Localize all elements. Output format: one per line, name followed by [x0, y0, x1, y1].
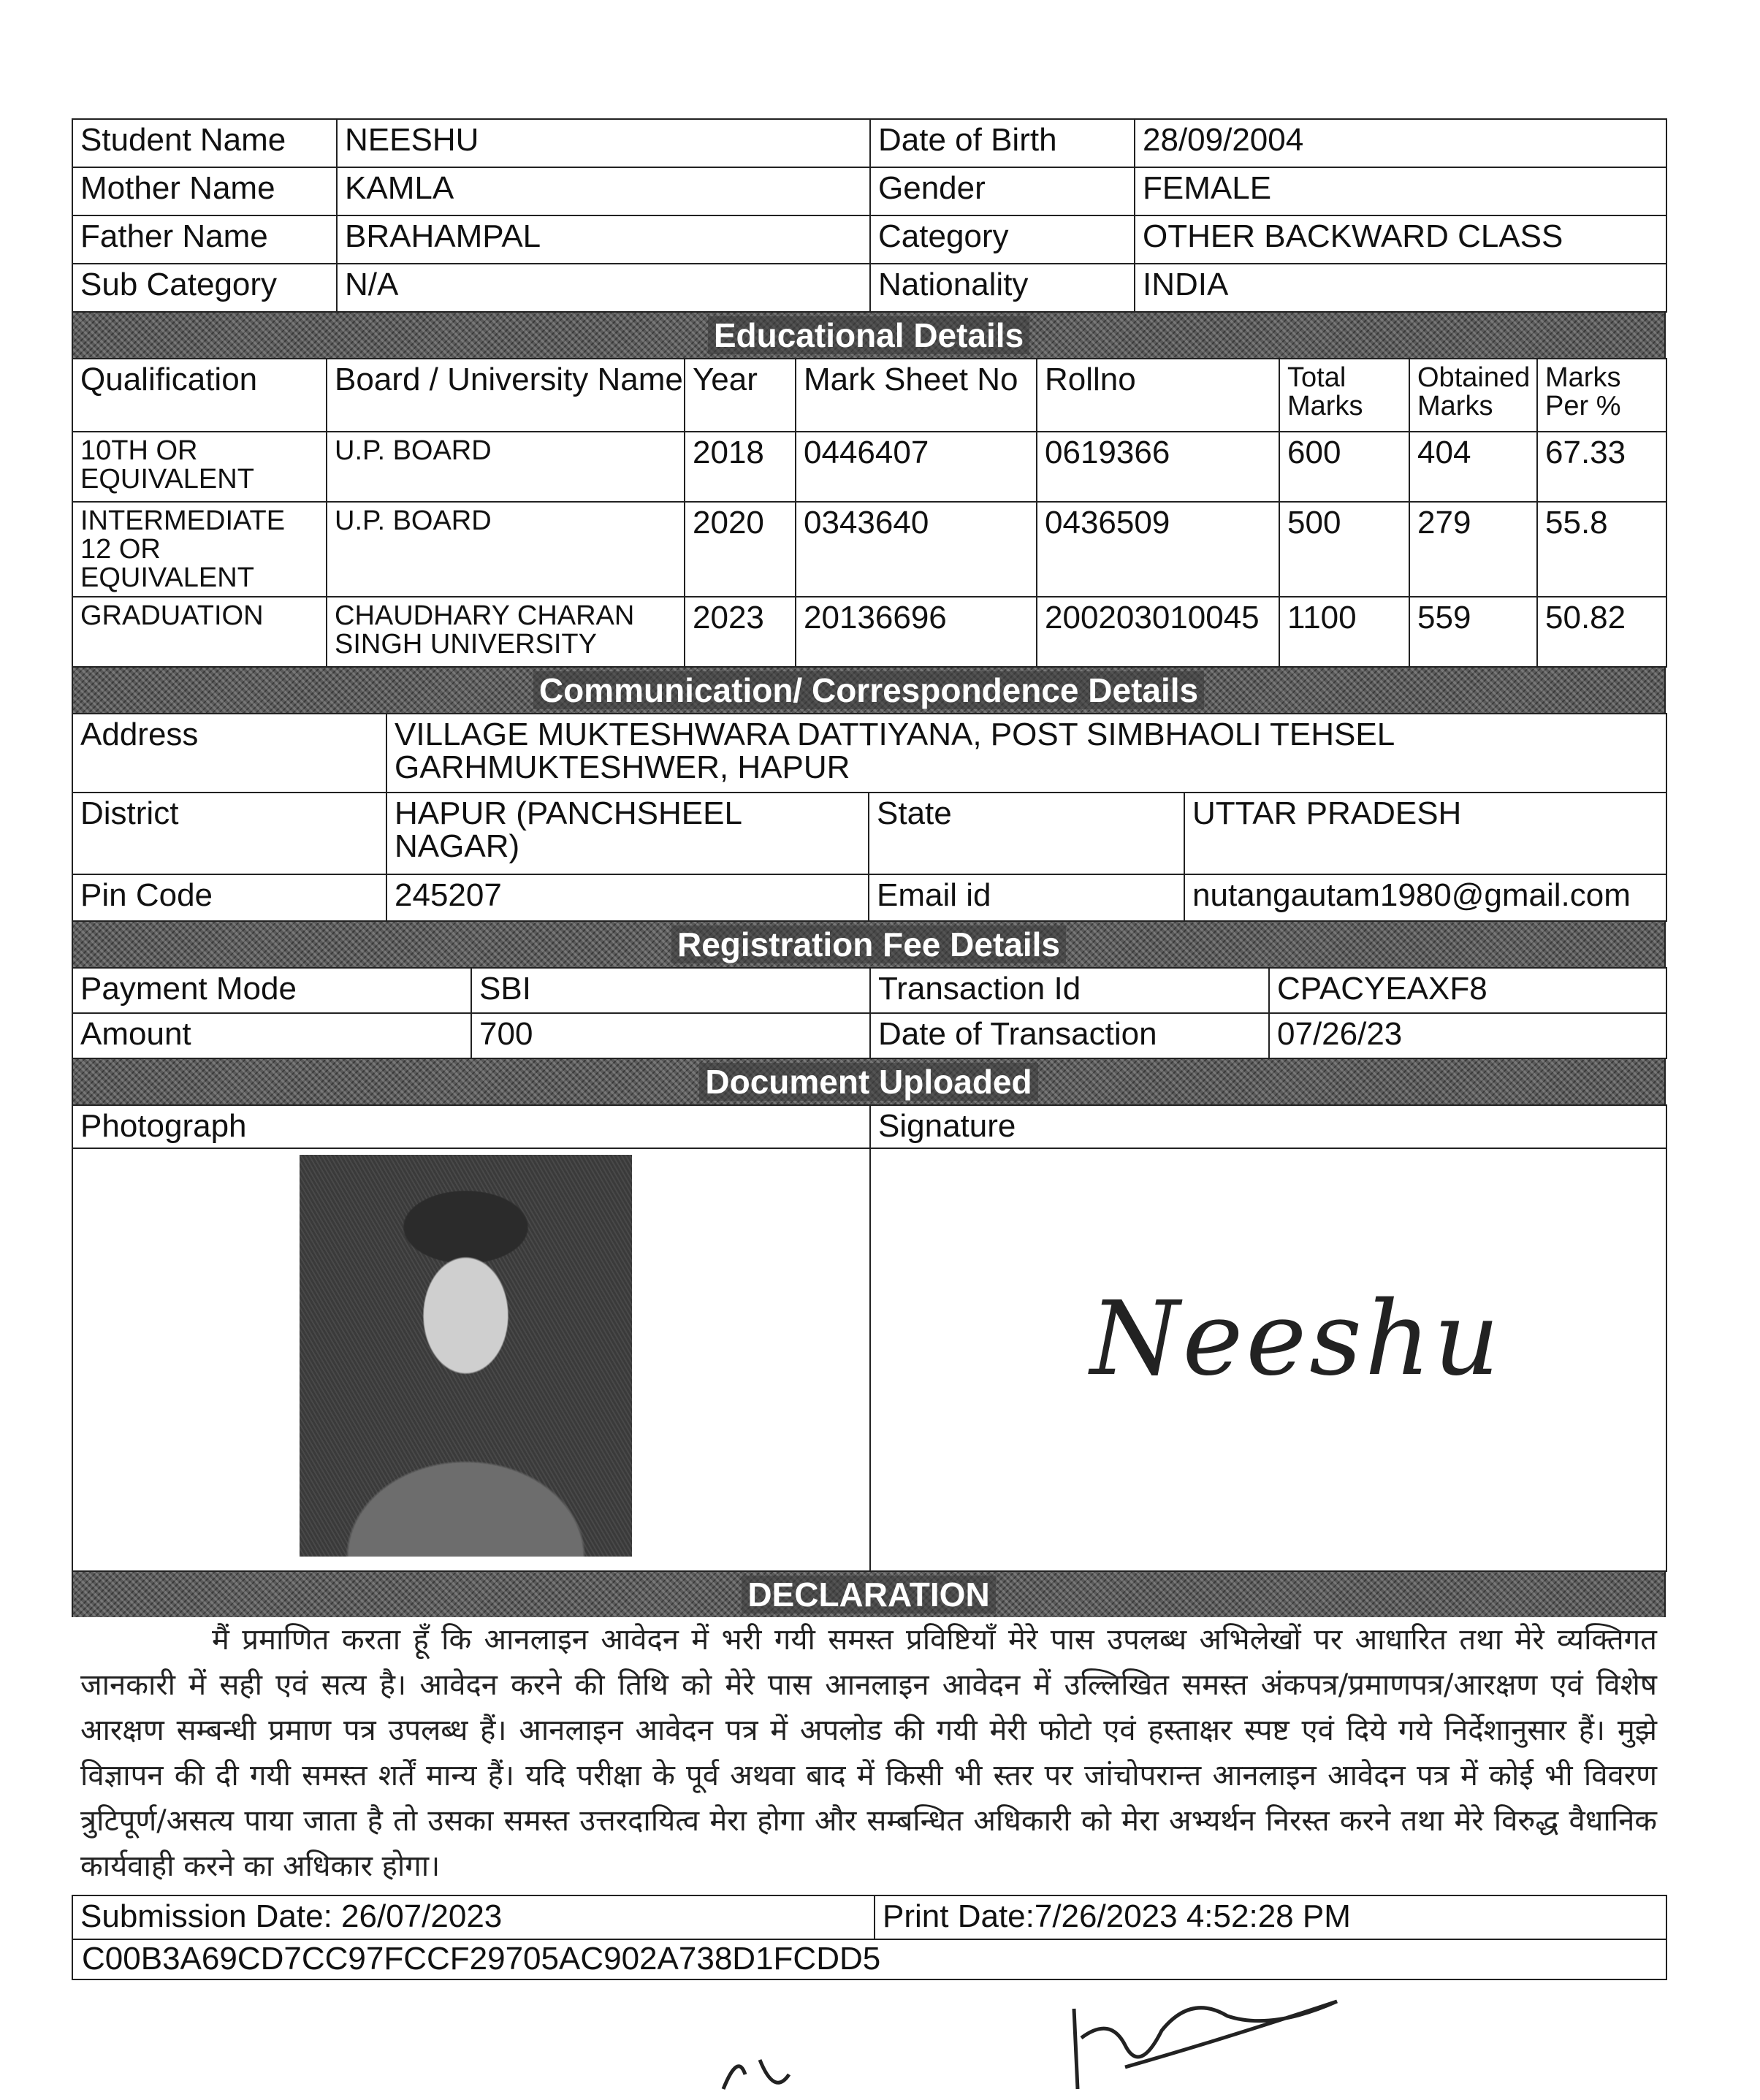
education-cell: 55.8 — [1537, 502, 1666, 597]
education-cell: 279 — [1409, 502, 1537, 597]
signature-label: Signature — [870, 1105, 1666, 1148]
education-cell: GRADUATION — [72, 597, 327, 667]
transaction-date-value: 07/26/23 — [1269, 1013, 1666, 1058]
pin-label: Pin Code — [72, 874, 386, 921]
education-cell: 2018 — [685, 432, 796, 502]
education-column-header: Rollno — [1037, 359, 1279, 432]
education-cell: 0436509 — [1037, 502, 1279, 597]
pin-value: 245207 — [386, 874, 869, 921]
applicant-signature: Neeshu — [1090, 1280, 1503, 1400]
education-column-header: Obtained Marks — [1409, 359, 1537, 432]
education-cell: U.P. BOARD — [327, 432, 685, 502]
verification-hash: C00B3A69CD7CC97FCCF29705AC902A738D1FCDD5 — [72, 1939, 1666, 1979]
education-cell: 0343640 — [796, 502, 1037, 597]
field-label: Mother Name — [72, 167, 337, 215]
transaction-id-value: CPACYEAXF8 — [1269, 968, 1666, 1013]
education-row — [72, 432, 1666, 502]
section-header-declaration: DECLARATION — [72, 1572, 1666, 1617]
education-cell: INTERMEDIATE 12 OR EQUIVALENT — [72, 502, 327, 597]
education-column-header: Marks Per % — [1537, 359, 1666, 432]
state-label: State — [869, 793, 1184, 874]
transaction-date-label: Date of Transaction — [870, 1013, 1269, 1058]
transaction-id-label: Transaction Id — [870, 968, 1269, 1013]
field-value: NEESHU — [337, 119, 870, 167]
field-label: Father Name — [72, 215, 337, 264]
field-value: INDIA — [1135, 264, 1666, 312]
district-label: District — [72, 793, 386, 874]
field-value: 28/09/2004 — [1135, 119, 1666, 167]
field-label: Nationality — [870, 264, 1135, 312]
education-cell: 1100 — [1279, 597, 1409, 667]
documents-table — [72, 1104, 1667, 1572]
field-label: Date of Birth — [870, 119, 1135, 167]
education-cell: 67.33 — [1537, 432, 1666, 502]
field-label: Gender — [870, 167, 1135, 215]
declaration-text-block — [72, 1617, 1666, 1889]
field-value: BRAHAMPAL — [337, 215, 870, 264]
education-cell: 500 — [1279, 502, 1409, 597]
education-cell: 0619366 — [1037, 432, 1279, 502]
amount-label: Amount — [72, 1013, 471, 1058]
section-header-fee: Registration Fee Details — [72, 922, 1666, 967]
application-form — [72, 118, 1666, 1980]
field-label: Sub Category — [72, 264, 337, 312]
education-column-header: Qualification — [72, 359, 327, 432]
photograph-label: Photograph — [72, 1105, 870, 1148]
footer-table — [72, 1895, 1667, 1980]
address-value: VILLAGE MUKTESHWARA DATTIYANA, POST SIMBHAOLI TEHSEL GARHMUKTESHWER, HAPUR — [386, 714, 1666, 793]
address-label: Address — [72, 714, 386, 793]
payment-mode-label: Payment Mode — [72, 968, 471, 1013]
education-cell: 20136696 — [796, 597, 1037, 667]
payment-mode-value: SBI — [471, 968, 870, 1013]
education-row — [72, 597, 1666, 667]
field-value: FEMALE — [1135, 167, 1666, 215]
education-cell: 559 — [1409, 597, 1537, 667]
education-cell: 404 — [1409, 432, 1537, 502]
applicant-photograph — [300, 1155, 632, 1557]
handwritten-marks — [716, 1987, 1374, 2096]
education-table — [72, 358, 1667, 668]
field-value: N/A — [337, 264, 870, 312]
submission-date: Submission Date: 26/07/2023 — [72, 1895, 875, 1939]
personal-details-table — [72, 118, 1667, 313]
personal-row — [72, 119, 1666, 167]
education-cell: 0446407 — [796, 432, 1037, 502]
amount-value: 700 — [471, 1013, 870, 1058]
education-cell: 50.82 — [1537, 597, 1666, 667]
communication-table — [72, 713, 1667, 922]
education-cell: 200203010045 — [1037, 597, 1279, 667]
section-header-documents: Document Uploaded — [72, 1059, 1666, 1104]
field-label: Student Name — [72, 119, 337, 167]
section-header-communication: Communication/ Correspondence Details — [72, 668, 1666, 713]
education-column-header: Board / University Name — [327, 359, 685, 432]
email-value: nutangautam1980@gmail.com — [1184, 874, 1666, 921]
print-date: Print Date:7/26/2023 4:52:28 PM — [875, 1895, 1666, 1939]
education-cell: CHAUDHARY CHARAN SINGH UNIVERSITY — [327, 597, 685, 667]
photograph-cell — [72, 1148, 870, 1571]
education-column-header: Year — [685, 359, 796, 432]
education-cell: 2020 — [685, 502, 796, 597]
personal-row — [72, 215, 1666, 264]
field-value: OTHER BACKWARD CLASS — [1135, 215, 1666, 264]
district-value: HAPUR (PANCHSHEEL NAGAR) — [386, 793, 869, 874]
email-label: Email id — [869, 874, 1184, 921]
education-cell: 2023 — [685, 597, 796, 667]
education-cell: 600 — [1279, 432, 1409, 502]
education-column-header: Mark Sheet No — [796, 359, 1037, 432]
personal-row — [72, 264, 1666, 312]
declaration-text: मैं प्रमाणित करता हूँ कि आनलाइन आवेदन में भरी गयी समस्त प्रविष्टियाँ मेरे पास उपलब्ध अभिलेखों पर आधारित तथा मेरे व्यक्तिगत जानकारी में सही एवं सत्य है। आवेदन करने की तिथि को मेरे पास आनलाइन आवेदन में उल्लिखित समस्त अंकपत्र/प्रमाणपत्र/आरक्षण एवं विशेष आरक्षण सम्बन्धी प्रमाण पत्र उपलब्ध हैं। आनलाइन आवेदन पत्र में अपलोड की गयी मेरी फोटो एवं हस्ताक्षर स्पष्ट एवं दिये गये निर्देशानुसार हैं। मुझे विज्ञापन की दी गयी समस्त शर्तें मान्य हैं। यदि परीक्षा के पूर्व अथवा बाद में किसी भी स्तर पर जांचोपरान्त आनलाइन आवेदन पत्र में कोई भी विवरण त्रुटिपूर्ण/असत्य पाया जाता है तो उसका समस्त उत्तरदायित्व मेरा होगा और सम्बन्धित अधिकारी को मेरा अभ्यर्थन निरस्त करने तथा मेरे विरुद्ध वैधानिक कार्यवाही करने का अधिकार होगा। — [80, 1623, 1657, 1884]
education-cell: 10TH OR EQUIVALENT — [72, 432, 327, 502]
field-label: Category — [870, 215, 1135, 264]
field-value: KAMLA — [337, 167, 870, 215]
personal-row — [72, 167, 1666, 215]
education-cell: U.P. BOARD — [327, 502, 685, 597]
section-header-education: Educational Details — [72, 313, 1666, 358]
state-value: UTTAR PRADESH — [1184, 793, 1666, 874]
education-row — [72, 502, 1666, 597]
education-column-header: Total Marks — [1279, 359, 1409, 432]
fee-table — [72, 967, 1667, 1059]
signature-cell — [870, 1148, 1666, 1571]
